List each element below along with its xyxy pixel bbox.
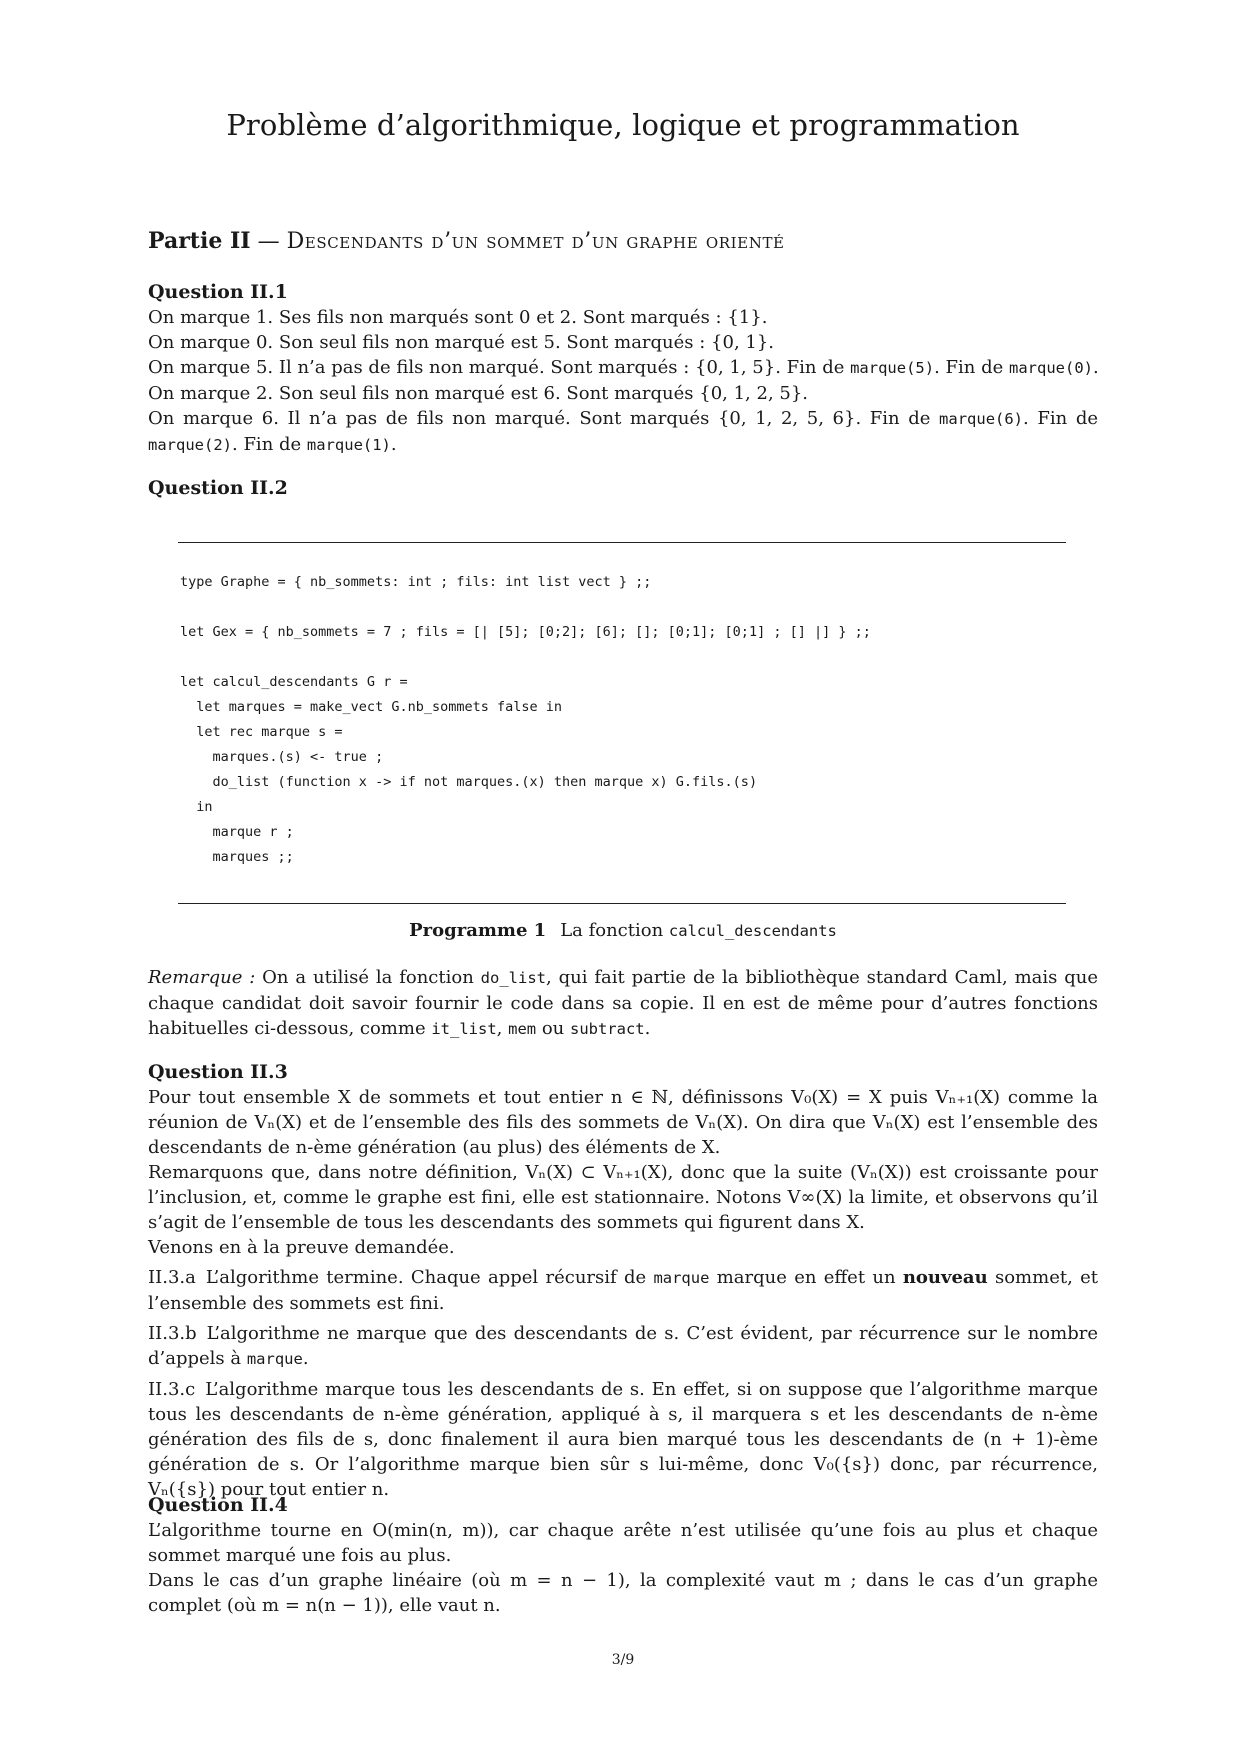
remark-label: Remarque :	[148, 967, 256, 988]
question-heading: Question II.3	[148, 1061, 288, 1083]
text-line: On marque 2. Son seul fils non marqué est 6. Sont marqués {0, 1, 2, 5}.	[148, 383, 809, 404]
part-label: Partie II	[148, 228, 251, 254]
proof-item-b: II.3.b L’algorithme ne marque que des descendants de s. C’est évident, par récurrence sur le nombre d’appels à marque.	[148, 1323, 1098, 1369]
program-top-rule	[178, 542, 1066, 543]
code-line: do_list (function x -> if not marques.(x) then marque x) G.fils.(s)	[180, 774, 758, 790]
text-paragraph: On marque 6. Il n’a pas de fils non marqué. Sont marqués {0, 1, 2, 5, 6}. Fin de marque(6). Fin de marque(2). Fin de marque(1).	[148, 408, 1098, 455]
page-number: 3/9	[611, 1652, 635, 1668]
proof-item-a: II.3.a L’algorithme termine. Chaque appel récursif de marque marque en effet un nouveau sommet, et l’ensemble des sommets est fini.	[148, 1267, 1098, 1314]
code-line: let marques = make_vect G.nb_sommets false in	[180, 699, 563, 715]
question-ii4	[148, 1493, 1098, 1618]
proof-item-c: II.3.c L’algorithme marque tous les descendants de s. En effet, si on suppose que l’algorithme marque tous les descendants de n-ème génération, appliqué à s, il marquera s et les descendants de n-ème génération des fils de s, donc finalement il aura bien marqué tous les descendants de (n + 1)-ème génération de s. Or l’algorithme marque bien sûr s lui-même, donc V₀({s}) donc, par récurrence, Vₙ({s}) pour tout entier n.	[148, 1379, 1098, 1500]
program-bottom-rule	[178, 903, 1066, 904]
text-paragraph: Venons en à la preuve demandée.	[148, 1237, 455, 1258]
question-ii1	[148, 280, 1098, 458]
caption-code: calcul_descendants	[668, 922, 837, 940]
document-title: Problème d’algorithmique, logique et programmation	[226, 108, 1020, 142]
text-paragraph: L’algorithme tourne en O(min(n, m)), car chaque arête n’est utilisée qu’une fois au plus et chaque sommet marqué une fois au plus.	[148, 1520, 1098, 1566]
question-heading: Question II.1	[148, 281, 288, 303]
text-paragraph: Remarquons que, dans notre définition, Vₙ(X) ⊂ Vₙ₊₁(X), donc que la suite (Vₙ(X)) est croissante pour l’inclusion, et, comme le graphe est fini, elle est stationnaire. Notons V∞(X) la limite, et observons qu’il s’agit de l’ensemble de tous les descendants des sommets qui figurent dans X.	[148, 1162, 1098, 1233]
text-line: On marque 1. Ses fils non marqués sont 0 et 2. Sont marqués : {1}.	[148, 307, 768, 328]
code-line: in	[180, 799, 213, 815]
question-heading: Question II.4	[148, 1494, 288, 1516]
remark-paragraph: Remarque : On a utilisé la fonction do_list, qui fait partie de la bibliothèque standard Caml, mais que chaque candidat doit savoir fournir le code dans sa copie. Il en est de même pour d’autres fonctions habituelles ci-dessous, comme it_list, mem ou subtract.	[148, 967, 1098, 1039]
code-line: type Graphe = { nb_sommets: int ; fils: int list vect } ;;	[180, 574, 652, 590]
question-ii2	[148, 476, 1098, 501]
caption-label: Programme 1	[409, 920, 547, 941]
caption-text: La fonction	[560, 920, 669, 941]
part-heading	[148, 228, 785, 254]
part-dash: —	[257, 229, 280, 254]
text-line: On marque 5. Il n’a pas de fils non marqué. Sont marqués : {0, 1, 5}. Fin de marque(5). Fin de marque(0).	[148, 357, 1099, 378]
text-line: On marque 0. Son seul fils non marqué est 5. Sont marqués : {0, 1}.	[148, 332, 775, 353]
code-line: let rec marque s =	[180, 724, 343, 740]
code-line: let calcul_descendants G r =	[180, 674, 408, 690]
program-code	[180, 570, 1060, 870]
question-heading: Question II.2	[148, 477, 288, 499]
code-line: marques ;;	[180, 849, 294, 865]
code-line: marque r ;	[180, 824, 294, 840]
text-paragraph: Pour tout ensemble X de sommets et tout entier n ∈ ℕ, définissons V₀(X) = X puis Vₙ₊₁(X) comme la réunion de Vₙ(X) et de l’ensemble des fils des sommets de Vₙ(X). On dira que Vₙ(X) est l’ensemble des descendants de n-ème génération (au plus) des éléments de X.	[148, 1087, 1098, 1158]
code-line: marques.(s) <- true ;	[180, 749, 384, 765]
program-caption	[148, 920, 1098, 941]
question-ii3	[148, 1060, 1098, 1502]
code-line: let Gex = { nb_sommets = 7 ; fils = [| [5]; [0;2]; [6]; []; [0;1]; [0;1] ; [] |] } ;;	[180, 624, 871, 640]
part-name: Descendants d’un sommet d’un graphe orienté	[286, 229, 785, 254]
text-paragraph: Dans le cas d’un graphe linéaire (où m = n − 1), la complexité vaut m ; dans le cas d’un graphe complet (où m = n(n − 1)), elle vaut n.	[148, 1570, 1098, 1616]
